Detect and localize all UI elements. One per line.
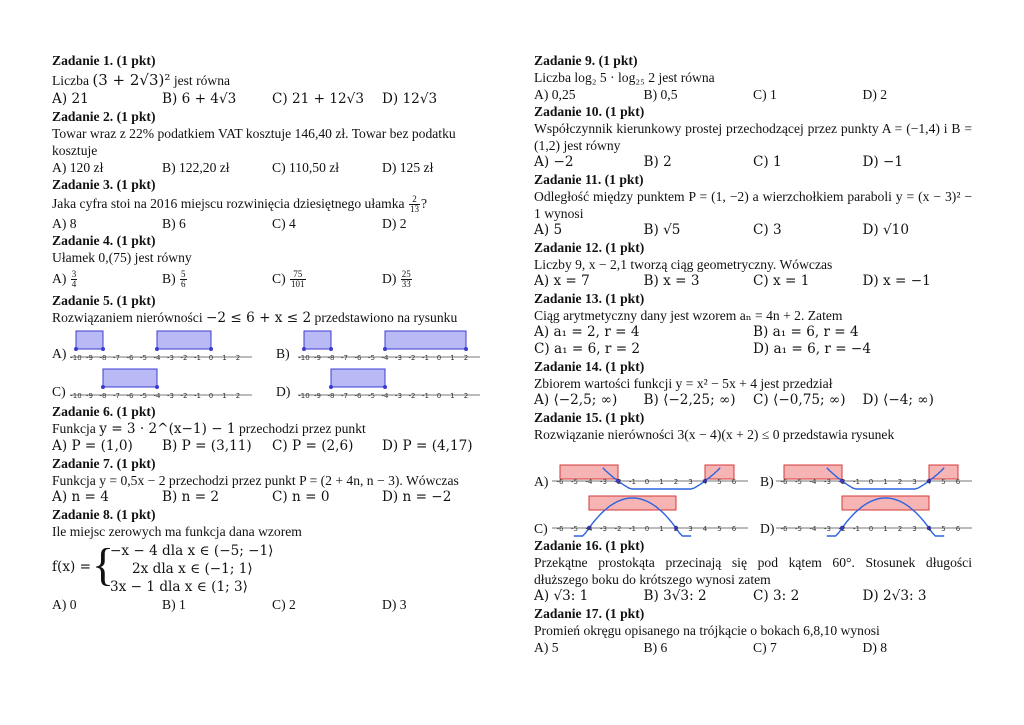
task-title: Zadanie 9. (1 pkt)	[534, 53, 638, 68]
tick-label: 0	[208, 392, 214, 400]
figure-row	[52, 327, 492, 365]
tick-label: -1	[629, 478, 636, 486]
piece: 2x dla x ∈ (−1; 1⟩	[132, 561, 253, 577]
tick-label: 6	[955, 478, 961, 486]
tick-label: -7	[113, 354, 120, 362]
task-title: Zadanie 1. (1 pkt)	[52, 53, 156, 68]
tick-label: -6	[556, 525, 564, 533]
endpoint	[383, 385, 387, 389]
option-c[interactable]: C) ⟨−0,75; ∞)	[753, 392, 846, 408]
interval-band	[385, 331, 466, 349]
tick-label: -2	[614, 478, 622, 486]
option-c[interactable]: C) a₁ = 6, r = 2	[534, 341, 641, 357]
number-line-c[interactable]	[66, 365, 256, 403]
answer-options	[534, 86, 972, 103]
option-c[interactable]: C) 7	[753, 640, 777, 655]
tick-label: -2	[408, 354, 416, 362]
figure-label-c[interactable]: C)	[52, 384, 66, 399]
option-d[interactable]: D) −1	[862, 154, 904, 170]
answer-options	[52, 91, 492, 108]
answer-options	[534, 222, 972, 239]
option-b[interactable]: B) 2	[643, 154, 672, 170]
endpoint	[383, 347, 387, 351]
tick-label: -3	[395, 354, 402, 362]
option-c[interactable]: C) $\frac{75}{101}$	[272, 269, 305, 290]
option-b[interactable]: B) 0,5	[643, 87, 678, 102]
option-a[interactable]: A) a₁ = 2, r = 4	[534, 324, 640, 340]
option-c[interactable]: C) 110,50 zł	[272, 160, 340, 175]
tick-label: -6	[780, 525, 788, 533]
option-c[interactable]: C) 1	[753, 154, 782, 170]
tick-label: -4	[809, 478, 817, 486]
task-question: Funkcja y = 0,5x − 2 przechodzi przez punkt P = (2 + 4n, n − 3). Wówczas	[52, 473, 459, 488]
tick-label: -1	[422, 392, 429, 400]
figure-row	[52, 365, 492, 403]
option-a[interactable]: A) $\frac{3}{4}$	[52, 269, 77, 290]
task-question: Towar wraz z 22% podatkiem VAT kosztuje 146,40 zł. Towar bez podatku kosztuje	[52, 126, 456, 158]
task-title: Zadanie 3. (1 pkt)	[52, 177, 156, 192]
option-a[interactable]: A) 21	[52, 91, 89, 107]
tick-label: -5	[571, 478, 578, 486]
task-question: Rozwiązanie nierówności 3(x − 4)(x + 2) ≤ 0 przedstawia rysunek	[534, 427, 895, 442]
interval-band	[560, 465, 618, 479]
tick-label: -3	[395, 392, 402, 400]
option-a[interactable]: A) 0	[52, 597, 77, 612]
interval-band	[304, 331, 331, 349]
option-c[interactable]: C) 3: 2	[753, 588, 800, 604]
tick-label: 5	[941, 478, 946, 486]
task-15	[534, 409, 972, 537]
task-4	[52, 232, 492, 292]
tick-label: 1	[659, 478, 664, 486]
figure-row	[534, 490, 972, 537]
tick-label: -7	[113, 392, 120, 400]
task-title: Zadanie 8. (1 pkt)	[52, 507, 156, 522]
tick-label: -10	[70, 392, 82, 400]
option-b[interactable]: B) 3√3: 2	[643, 588, 707, 604]
endpoint	[155, 347, 159, 351]
tick-label: -5	[571, 525, 578, 533]
interval-band	[157, 331, 211, 349]
tick-label: -1	[422, 354, 429, 362]
option-d[interactable]: D) $\frac{25}{33}$	[382, 269, 411, 290]
option-d[interactable]: D) 12√3	[382, 91, 438, 107]
option-b[interactable]: B) x = 3	[643, 273, 700, 289]
task-17	[534, 605, 972, 656]
tick-label: -8	[99, 354, 107, 362]
tick-label: -9	[86, 392, 93, 400]
tick-label: -3	[600, 525, 607, 533]
tick-label: 1	[450, 392, 455, 400]
option-a[interactable]: A) ⟨−2,5; ∞)	[534, 392, 618, 408]
parabola-figure-c[interactable]	[550, 490, 750, 537]
tick-label: -2	[180, 392, 188, 400]
figure-label-a[interactable]: A)	[534, 474, 549, 489]
option-a[interactable]: A) 5	[534, 222, 563, 238]
tick-label: -3	[167, 354, 174, 362]
tick-label: -5	[368, 354, 375, 362]
parabola-figure-d[interactable]	[774, 490, 974, 537]
tick-label: -4	[585, 478, 593, 486]
task-title: Zadanie 14. (1 pkt)	[534, 359, 645, 374]
tick-label: 5	[941, 525, 946, 533]
piecewise-function	[52, 540, 492, 596]
tick-label: -4	[153, 354, 161, 362]
answer-options	[52, 489, 492, 506]
task-title: Zadanie 16. (1 pkt)	[534, 538, 645, 553]
tick-label: -3	[167, 392, 174, 400]
tick-label: -5	[140, 392, 147, 400]
figure-label-d[interactable]: D)	[276, 384, 291, 399]
tick-label: 1	[883, 478, 888, 486]
task-title: Zadanie 7. (1 pkt)	[52, 456, 156, 471]
answer-options	[52, 596, 492, 613]
tick-label: 3	[912, 525, 917, 533]
task-question: Współczynnik kierunkowy prostej przechodzącej przez punkty A = (−1,4) i B = (1,2) jest równy	[534, 121, 972, 153]
endpoint	[101, 347, 105, 351]
task-question	[52, 69, 492, 91]
interval-band	[103, 369, 157, 387]
answer-options	[534, 273, 972, 290]
answer-options	[534, 324, 972, 341]
tick-label: -10	[298, 392, 310, 400]
task-13	[534, 290, 972, 358]
task-9	[534, 52, 972, 103]
tick-label: -3	[600, 478, 607, 486]
figure-label-d[interactable]: D)	[760, 521, 775, 536]
answer-options	[534, 154, 972, 171]
tick-label: 5	[717, 478, 722, 486]
answer-options	[534, 588, 972, 605]
math-expression: (3 + 2√3)²	[92, 71, 171, 89]
tick-label: 6	[955, 525, 961, 533]
tick-label: -10	[70, 354, 82, 362]
endpoint	[329, 347, 333, 351]
option-d[interactable]: D) 2	[862, 87, 888, 102]
option-b[interactable]: B) 6 + 4√3	[162, 91, 237, 107]
tick-label: 3	[912, 478, 917, 486]
interval-band	[331, 369, 385, 387]
piece: −x − 4 dla x ∈ (−5; −1⟩	[110, 543, 274, 559]
tick-label: -10	[298, 354, 310, 362]
option-d[interactable]: D) n = −2	[382, 489, 452, 505]
tick-label: -1	[194, 354, 201, 362]
tick-label: -5	[795, 478, 802, 486]
option-a[interactable]: A) x = 7	[534, 273, 590, 289]
tick-label: 0	[436, 354, 442, 362]
option-b[interactable]: B) ⟨−2,25; ∞)	[643, 392, 736, 408]
option-b[interactable]: B) √5	[643, 222, 681, 238]
math-expression: y = 3 · 2^(x−1) − 1	[99, 421, 236, 437]
tick-label: -5	[795, 525, 802, 533]
option-d[interactable]: D) √10	[862, 222, 909, 238]
answer-options	[52, 438, 492, 455]
option-d[interactable]: D) x = −1	[862, 273, 931, 289]
option-a[interactable]: A) n = 4	[52, 489, 109, 505]
interval-band	[76, 331, 103, 349]
tick-label: 3	[688, 478, 693, 486]
option-b[interactable]: B) 6	[162, 216, 186, 231]
task-5	[52, 292, 492, 403]
answer-options	[534, 392, 972, 409]
tick-label: 6	[731, 478, 737, 486]
tick-label: 2	[673, 525, 679, 533]
task-6	[52, 403, 492, 455]
option-a[interactable]: A) √3: 1	[534, 588, 589, 604]
option-c[interactable]: C) 4	[272, 216, 296, 231]
number-line-a[interactable]	[66, 327, 256, 365]
endpoint	[155, 385, 159, 389]
tick-label: 2	[897, 525, 903, 533]
task-title: Zadanie 5. (1 pkt)	[52, 293, 156, 308]
task-question: Jaka cyfra stoi na 2016 miejscu rozwinięcia dziesiętnego ułamka $\frac{2}{13}$ ?	[52, 194, 428, 215]
function-name: f(x) =	[52, 559, 92, 575]
tick-label: 2	[463, 354, 469, 362]
answer-options	[52, 215, 492, 232]
right-column	[534, 52, 972, 656]
task-title: Zadanie 4. (1 pkt)	[52, 233, 156, 248]
tick-label: -1	[629, 525, 636, 533]
tick-label: -6	[354, 354, 362, 362]
option-b[interactable]: B) $\frac{5}{6}$	[162, 269, 186, 290]
task-question: Odległość między punktem P = (1, −2) a wierzchołkiem paraboli y = (x − 3)² − 1 wynosi	[534, 189, 972, 221]
question-text: Jaka cyfra stoi na 2016 miejscu rozwinięcia dziesiętnego ułamka	[52, 196, 405, 211]
tick-label: 0	[644, 525, 650, 533]
tick-label: -2	[838, 478, 846, 486]
task-question: Rozwiązaniem nierówności −2 ≤ 6 + x ≤ 2 przedstawiono na rysunku	[52, 310, 458, 326]
tick-label: -6	[556, 478, 564, 486]
tick-label: 5	[717, 525, 722, 533]
tick-label: -3	[824, 478, 831, 486]
figure-label-b[interactable]: B)	[276, 346, 290, 361]
task-3	[52, 176, 492, 232]
option-a[interactable]: A) 120 zł	[52, 160, 104, 175]
option-d[interactable]: D) 2√3: 3	[862, 588, 927, 604]
task-16	[534, 537, 972, 605]
tick-label: 2	[673, 478, 679, 486]
number-line-d[interactable]	[294, 365, 484, 403]
tick-label: -7	[341, 354, 348, 362]
task-12	[534, 239, 972, 290]
answer-options	[534, 341, 972, 358]
option-d[interactable]: D) 2	[382, 216, 407, 231]
tick-label: 1	[659, 525, 664, 533]
left-column	[52, 52, 492, 613]
option-b[interactable]: B) a₁ = 6, r = 4	[753, 324, 859, 340]
answer-options	[534, 639, 972, 656]
endpoint	[302, 347, 306, 351]
task-1	[52, 52, 492, 108]
option-c[interactable]: C) n = 0	[272, 489, 330, 505]
question-text: Liczba	[52, 73, 89, 88]
option-a[interactable]: A) 8	[52, 216, 77, 231]
tick-label: 0	[436, 392, 442, 400]
tick-label: -1	[853, 525, 860, 533]
tick-label: -6	[126, 392, 134, 400]
task-title: Zadanie 13. (1 pkt)	[534, 291, 645, 306]
task-title: Zadanie 12. (1 pkt)	[534, 240, 645, 255]
task-question: Ile miejsc zerowych ma funkcja dana wzorem	[52, 524, 302, 539]
option-b[interactable]: B) P = (3,11)	[162, 438, 252, 454]
option-a[interactable]: A) 5	[534, 640, 559, 655]
task-question: Promień okręgu opisanego na trójkącie o bokach 6,8,10 wynosi	[534, 623, 880, 638]
option-d[interactable]: D) 8	[862, 640, 888, 655]
parabola-figure-a[interactable]	[550, 443, 750, 490]
tick-label: -2	[838, 525, 846, 533]
figure-label-b[interactable]: B)	[760, 474, 774, 489]
tick-label: 4	[926, 525, 932, 533]
tick-label: -9	[314, 354, 321, 362]
parabola-figure-b[interactable]	[774, 443, 974, 490]
tick-label: 0	[868, 525, 874, 533]
endpoint	[464, 347, 468, 351]
task-question: Ciąg arytmetyczny dany jest wzorem aₙ = 4n + 2. Zatem	[534, 308, 843, 323]
answer-options	[52, 159, 492, 176]
tick-label: -9	[86, 354, 93, 362]
option-d[interactable]: D) a₁ = 6, r = −4	[753, 341, 871, 357]
tick-label: 4	[702, 525, 708, 533]
option-d[interactable]: D) 3	[382, 597, 407, 612]
tick-label: -8	[99, 392, 107, 400]
task-11	[534, 171, 972, 239]
option-d[interactable]: D) P = (4,17)	[382, 438, 473, 454]
option-a[interactable]: A) P = (1,0)	[52, 438, 133, 454]
option-b[interactable]: B) 122,20 zł	[162, 160, 230, 175]
option-d[interactable]: D) ⟨−4; ∞)	[862, 392, 934, 408]
tick-label: -4	[381, 354, 389, 362]
interval-band	[784, 465, 842, 479]
figure-row	[534, 443, 972, 490]
task-title: Zadanie 15. (1 pkt)	[534, 410, 645, 425]
task-2	[52, 108, 492, 176]
number-line-b[interactable]	[294, 327, 484, 365]
option-b[interactable]: B) n = 2	[162, 489, 220, 505]
tick-label: 4	[926, 478, 932, 486]
piece: 3x − 1 dla x ∈ (1; 3⟩	[110, 579, 248, 595]
endpoint	[209, 347, 213, 351]
brace-icon: {	[92, 539, 115, 590]
figure-label-a[interactable]: A)	[52, 346, 67, 361]
tick-label: 2	[897, 478, 903, 486]
fraction: $\frac{2}{13}$	[409, 194, 419, 215]
task-title: Zadanie 10. (1 pkt)	[534, 104, 645, 119]
tick-label: -3	[824, 525, 831, 533]
task-7	[52, 455, 492, 506]
option-c[interactable]: C) 1	[753, 87, 777, 102]
tick-label: -4	[153, 392, 161, 400]
task-title: Zadanie 6. (1 pkt)	[52, 404, 156, 419]
option-d[interactable]: D) 125 zł	[382, 160, 434, 175]
task-question: Liczba log₂ 5 · log₂₅ 2 jest równa	[534, 70, 715, 85]
option-c[interactable]: C) 21 + 12√3	[272, 91, 364, 107]
math-expression: −2 ≤ 6 + x ≤ 2	[206, 310, 312, 326]
task-question: Zbiorem wartości funkcji y = x² − 5x + 4 jest przedział	[534, 376, 833, 391]
task-10	[534, 103, 972, 171]
endpoint	[329, 385, 333, 389]
tick-label: -7	[341, 392, 348, 400]
figure-label-c[interactable]: C)	[534, 521, 548, 536]
option-b[interactable]: B) 1	[162, 597, 186, 612]
task-14	[534, 358, 972, 409]
option-a[interactable]: A) −2	[534, 154, 574, 170]
question-text: jest równa	[173, 73, 231, 88]
task-title: Zadanie 11. (1 pkt)	[534, 172, 644, 187]
tick-label: -5	[140, 354, 147, 362]
tick-label: 6	[731, 525, 737, 533]
task-title: Zadanie 2. (1 pkt)	[52, 109, 156, 124]
endpoint	[101, 385, 105, 389]
tick-label: -1	[194, 392, 201, 400]
task-question: Liczby 9, x − 2,1 tworzą ciąg geometryczny. Wówczas	[534, 257, 833, 272]
option-a[interactable]: A) 0,25	[534, 87, 576, 102]
tick-label: -8	[327, 354, 335, 362]
tick-label: -6	[780, 478, 788, 486]
task-question: Funkcja y = 3 · 2^(x−1) − 1 przechodzi przez punkt	[52, 421, 366, 437]
option-b[interactable]: B) 6	[643, 640, 668, 655]
answer-options	[52, 266, 492, 292]
tick-label: 2	[235, 354, 241, 362]
task-question: Przekątne prostokąta przecinają się pod kątem 60°. Stosunek długości dłuższego boku do krótszego wynosi zatem	[534, 555, 972, 587]
tick-label: 2	[235, 392, 241, 400]
tick-label: -4	[809, 525, 817, 533]
tick-label: 0	[208, 354, 214, 362]
task-question: Ułamek 0,(75) jest równy	[52, 250, 192, 265]
tick-label: 3	[688, 525, 693, 533]
tick-label: 2	[463, 392, 469, 400]
tick-label: -2	[408, 392, 416, 400]
tick-label: -8	[327, 392, 335, 400]
tick-label: -4	[585, 525, 593, 533]
tick-label: -6	[354, 392, 362, 400]
option-c[interactable]: C) P = (2,6)	[272, 438, 354, 454]
tick-label: 0	[644, 478, 650, 486]
tick-label: -4	[381, 392, 389, 400]
tick-label: 1	[883, 525, 888, 533]
tick-label: -1	[853, 478, 860, 486]
tick-label: 0	[868, 478, 874, 486]
tick-label: 1	[450, 354, 455, 362]
tick-label: 1	[222, 392, 227, 400]
tick-label: -5	[368, 392, 375, 400]
tick-label: -9	[314, 392, 321, 400]
tick-label: 4	[702, 478, 708, 486]
tick-label: -2	[614, 525, 622, 533]
option-c[interactable]: C) 3	[753, 222, 782, 238]
option-c[interactable]: C) x = 1	[753, 273, 810, 289]
endpoint	[74, 347, 78, 351]
option-c[interactable]: C) 2	[272, 597, 296, 612]
tick-label: 1	[222, 354, 227, 362]
task-8	[52, 506, 492, 613]
tick-label: -2	[180, 354, 188, 362]
tick-label: -6	[126, 354, 134, 362]
task-title: Zadanie 17. (1 pkt)	[534, 606, 645, 621]
